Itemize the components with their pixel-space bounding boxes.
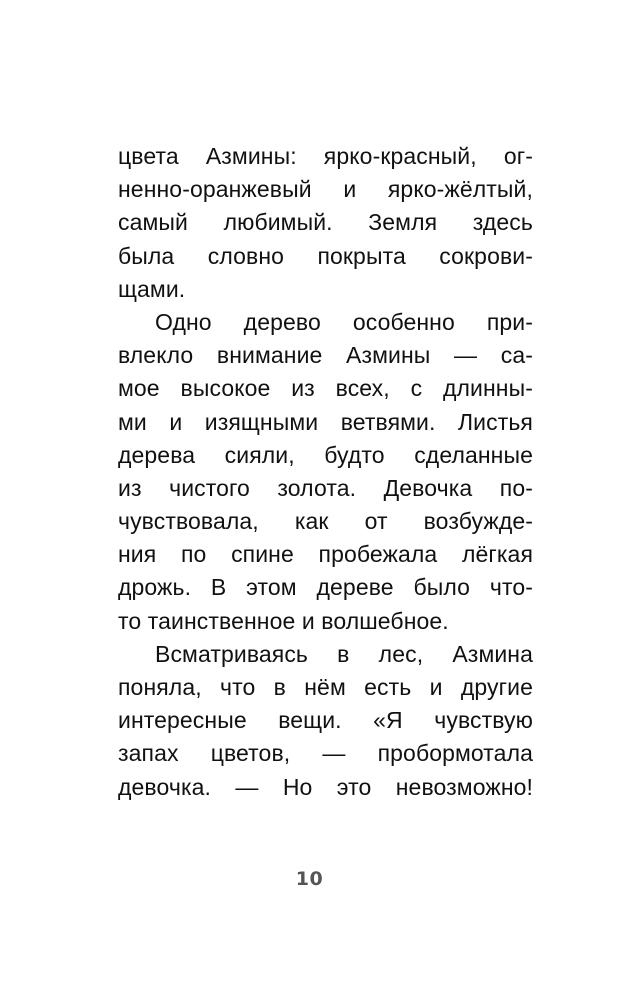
text-line: ния по спине пробежала лёгкая [118,541,533,568]
text-line: мое высокое из всех, с длинны- [118,375,533,402]
text-line: была словно покрыта сокрови- [118,242,533,269]
text-line: цвета Азмины: ярко-красный, ог- [118,143,533,169]
text-line: влекло внимание Азмины — са- [118,342,533,369]
page-number: 10 [295,868,324,890]
body-text [118,140,533,804]
text-line: запах цветов, — пробормотала [118,740,533,767]
text-line: то таинственное и волшебное. [118,607,449,634]
text-line: из чистого золота. Девочка по- [118,474,533,501]
text-line: чувствовала, как от возбужде- [118,508,533,535]
paragraph-2 [118,306,533,638]
paragraph-1 [118,140,533,306]
text-line: Одно дерево особенно при- [155,308,533,335]
text-line: поняла, что в нём есть и другие [118,674,533,700]
text-line: ми и изящными ветвями. Листья [118,408,533,435]
text-line: самый любимый. Земля здесь [118,209,533,236]
text-line: Всматриваясь в лес, Азмина [155,640,533,667]
text-line: дерева сияли, будто сделанные [118,441,533,468]
text-line: девочка. — Но это невозможно! [118,773,533,800]
paragraph-3 [118,638,533,804]
text-line: дрожь. В этом дереве было что- [118,574,533,601]
text-line: интересные вещи. «Я чувствую [118,707,533,734]
text-line: щами. [118,275,186,302]
text-line: ненно-оранжевый и ярко-жёлтый, [118,176,533,203]
